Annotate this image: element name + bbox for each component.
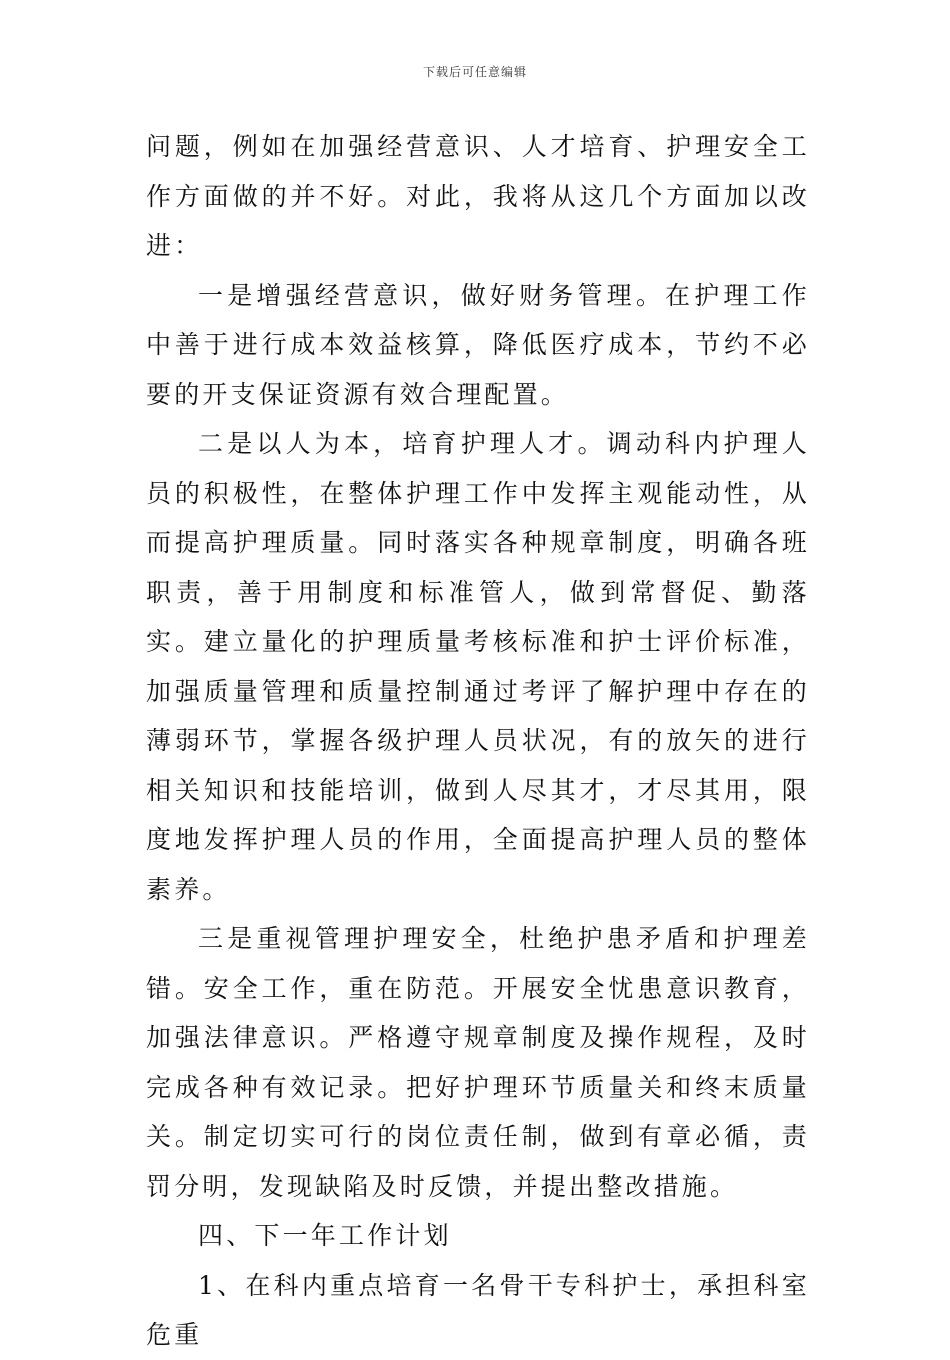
document-body: [146, 122, 810, 1360]
paragraph-business-awareness: 一是增强经营意识，做好财务管理。在护理工作中善于进行成本效益核算，降低医疗成本，节约不必要的开支保证资源有效合理配置。: [146, 280, 810, 409]
paragraph-continuation: 问题，例如在加强经营意识、人才培育、护理安全工作方面做的并不好。对此，我将从这几个方面加以改进：: [146, 132, 810, 260]
paragraph-nursing-safety: 三是重视管理护理安全，杜绝护患矛盾和护理差错。安全工作，重在防范。开展安全忧患意识教育，加强法律意识。严格遵守规章制度及操作规程，及时完成各种有效记录。把好护理环节质量关和终末质量关。制定切实可行的岗位责任制，做到有章必循，责罚分明，发现缺陷及时反馈，并提出整改措施。: [146, 924, 810, 1201]
header-note: 下载后可任意编辑: [422, 65, 527, 79]
paragraph-talent-cultivation: 二是以人为本，培育护理人才。调动科内护理人员的积极性，在整体护理工作中发挥主观能动性，从而提高护理质量。同时落实各种规章制度，明确各班职责，善于用制度和标准管人，做到常督促、勤落实。建立量化的护理质量考核标准和护士评价标准，加强质量管理和质量控制通过考评了解护理中存在的薄弱环节，掌握各级护理人员状况，有的放矢的进行相关知识和技能培训，做到人尽其才，才尽其用，限度地发挥护理人员的作用，全面提高护理人员的整体素养。: [146, 429, 810, 904]
list-item-1: 1、在科内重点培育一名骨干专科护士，承担科室危重: [146, 1270, 810, 1349]
section-heading-next-year-plan: 四、下一年工作计划: [198, 1221, 452, 1250]
